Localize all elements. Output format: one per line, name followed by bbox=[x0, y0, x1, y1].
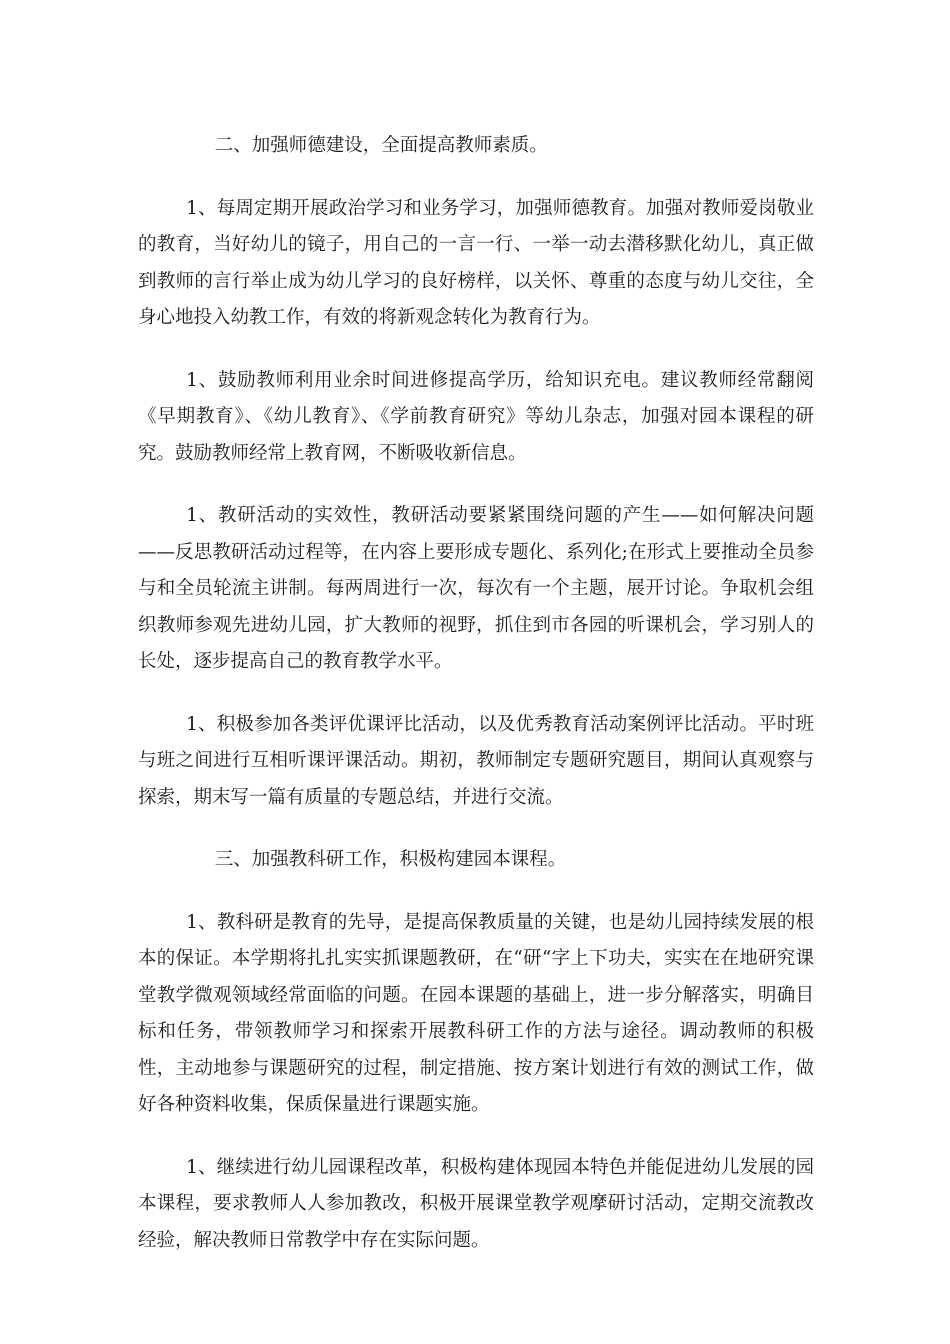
section-heading-research-curriculum: 三、加强教科研工作，积极构建园本课程。 bbox=[214, 849, 567, 870]
section-heading-teacher-ethics: 二、加强师德建设，全面提高教师素质。 bbox=[214, 135, 548, 156]
paragraph-lesson-evaluation: 1、积极参加各类评优课评比活动，以及优秀教育活动案例评比活动。平时班与班之间进行互相听课评课活动。期初，教师制定专题研究题目，期间认真观察与探索，期末写一篇有质量的专题总结，并进行交流。 bbox=[138, 713, 814, 808]
document-body bbox=[138, 128, 814, 1285]
paragraph-ethics-study: 1、每周定期开展政治学习和业务学习，加强师德教育。加强对教师爱岗敬业的教育，当好幼儿的镜子，用自己的一言一行、一举一动去潜移默化幼儿，真正做到教师的言行举止成为幼儿学习的良好榜样，以关怀、尊重的态度与幼儿交往，全身心地投入幼教工作，有效的将新观念转化为教育行为。 bbox=[138, 197, 814, 328]
paragraph-research-guidance: 1、教科研是教育的先导，是提高保教质量的关键，也是幼儿园持续发展的根本的保证。本学期将扎扎实实抓课题教研，在“研“字上下功夫，实实在在地研究课堂教学微观领域经常面临的问题。在园本课题的基础上，进一步分解落实，明确目标和任务，带领教师学习和探索开展教科研工作的方法与途径。调动教师的积极性，主动地参与课题研究的过程，制定措施、按方案计划进行有效的测试工作，做好各种资料收集，保质保量进行课题实施。 bbox=[138, 911, 814, 1115]
paragraph-curriculum-reform: 1、继续进行幼儿园课程改革，积极构建体现园本特色并能促进幼儿发展的园本课程，要求教师人人参加教改，积极开展课堂教学观摩研讨活动，定期交流教改经验，解决教师日常教学中存在实际问题。 bbox=[138, 1156, 814, 1251]
paragraph-further-education: 1、鼓励教师利用业余时间进修提高学历，给知识充电。建议教师经常翻阅《早期教育》、《幼儿教育》、《学前教育研究》等幼儿杂志，加强对园本课程的研究。鼓励教师经常上教育网，不断吸收新信息。 bbox=[138, 369, 814, 464]
paragraph-teaching-research: 1、教研活动的实效性，教研活动要紧紧围绕问题的产生——如何解决问题——反思教研活动过程等，在内容上要形成专题化、系列化;在形式上要推动全员参与和全员轮流主讲制。每两周进行一次，每次有一个主题，展开讨论。争取机会组织教师参观先进幼儿园，扩大教师的视野，抓住到市各园的听课机会，学习别人的长处，逐步提高自己的教育教学水平。 bbox=[138, 505, 814, 672]
